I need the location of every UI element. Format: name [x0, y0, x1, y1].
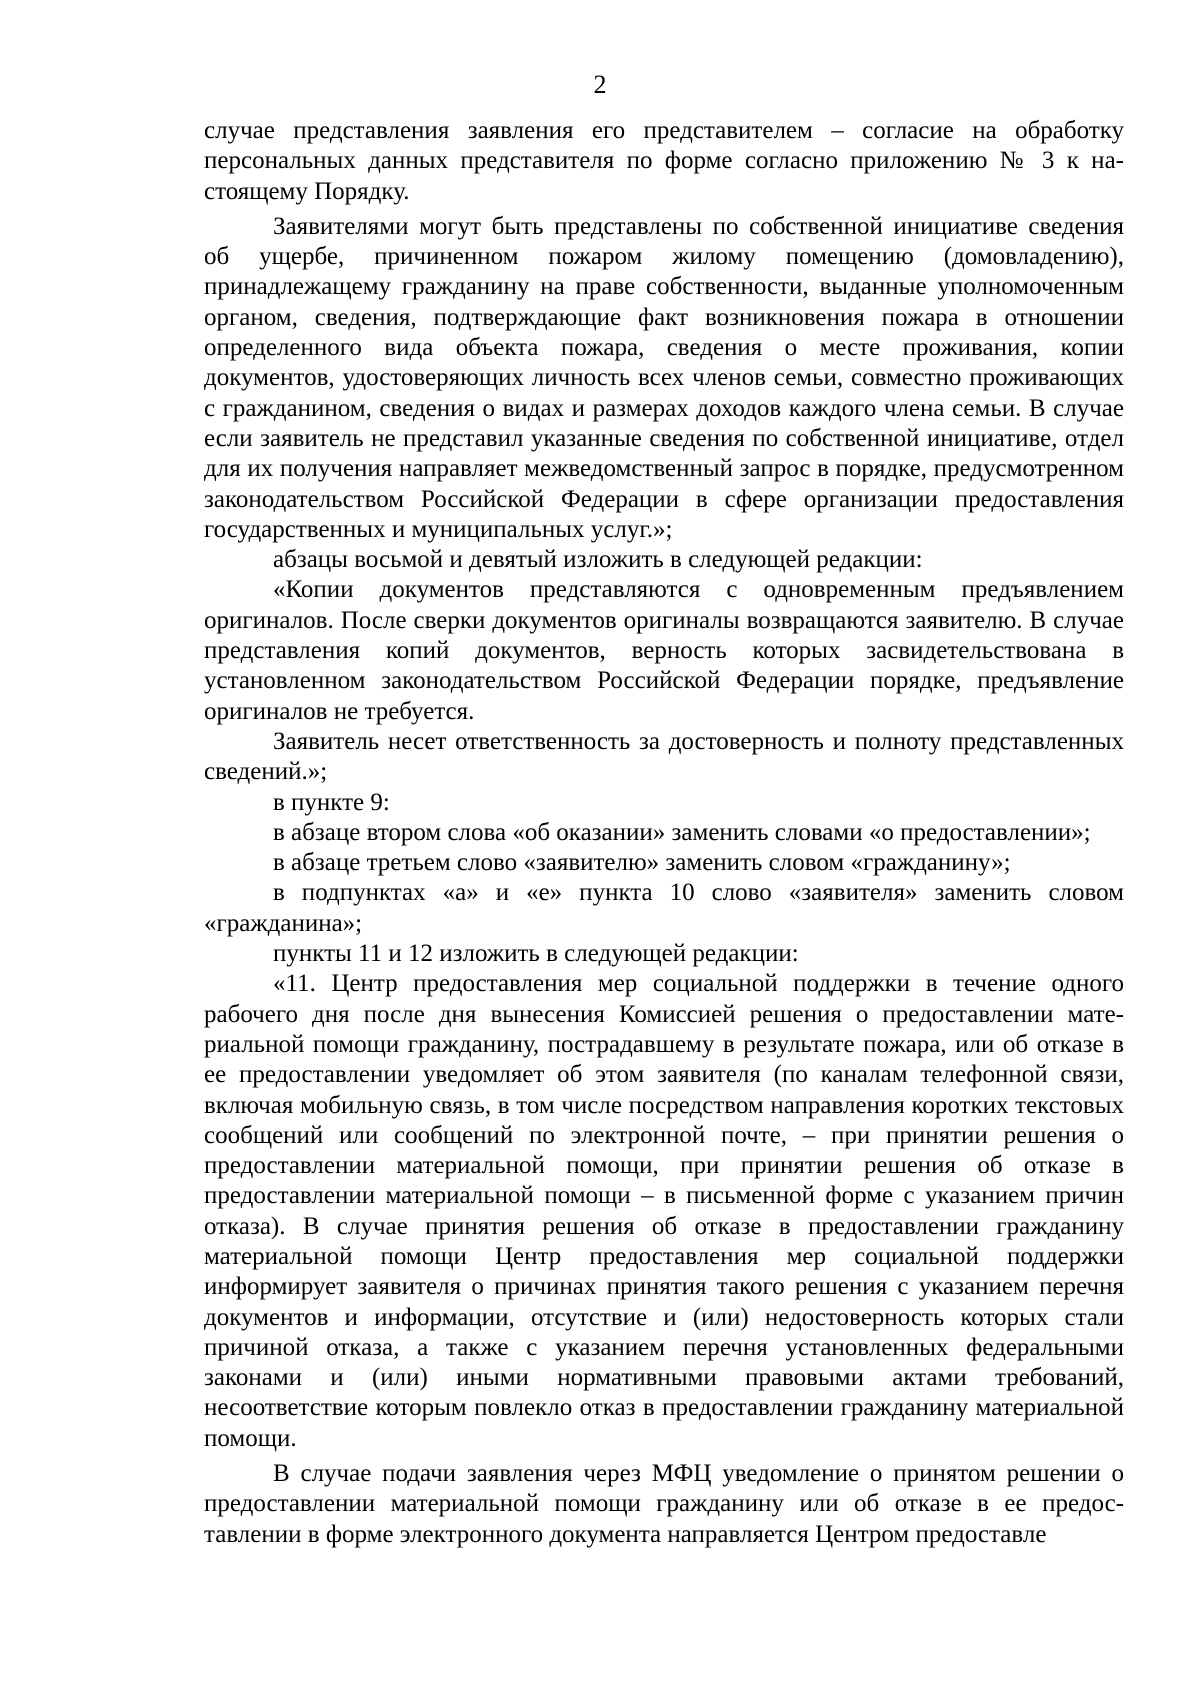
paragraph: в пункте 9: [273, 788, 390, 816]
paragraph: в абзаце втором слова «об оказании» заменить словами «о предоставлении»; [273, 818, 1091, 846]
paragraph: В случае подачи заявления через МФЦ уведомление о принятом решении о предоставлении материальной помощи гражданину или об отказе в ее предоставлении в форме электронного документа направляется Центром предоставле [204, 1460, 1124, 1548]
paragraph: случае представления заявления его представителем – согласие на обработку персональных данных представителя по форме согласно приложению № 3 к настоящему Порядку. [204, 117, 1124, 205]
paragraph: «11. Центр предоставления мер социальной поддержки в течение одного рабочего дня после дня вынесения Комиссией решения о предоставлении материальной помощи гражданину, пострадавшему в результате пожара, или об отказе в ее предоставлении уведомляет об этом заявителя (по каналам телефонной связи, включая мобильную связь, в том числе посредством направления коротких текстовых сообщений или сообщений по электронной почте, – при принятии решения о предоставлении материальной помощи, при принятии решения об отказе в предоставлении материальной помощи – в письменной форме с указанием причин отказа). В случае принятия решения об отказе в предоставлении гражданину материальной помощи Центр предоставления мер социальной поддержки информирует заявителя о причинах принятия такого решения с указанием перечня документов и информации, отсутствие и (или) недостоверность которых стали причиной отказа, а также с указанием перечня установленных федеральными законами и (или) иными нормативными правовыми актами требований, несоответствие которым повлекло отказ в предоставлении гражданину материальной помощи. [204, 970, 1124, 1452]
paragraph: Заявителями могут быть представлены по собственной инициативе сведения об ущербе, причиненном пожаром жилому помещению (домовладению), принадлежащему гражданину на праве собственности, выданные уполномоченным органом, сведения, подтверждающие факт возникновения пожара в отношении определенного вида объекта пожара, сведения о месте проживания, копии документов, удостоверяющих личность всех членов семьи, совместно проживающих с гражданином, сведения о видах и размерах доходов каждого члена семьи. В случае если заявитель не представил указанные сведения по собственной инициативе, отдел для их получения направляет межведомственный запрос в порядке, предусмотренном законодательством Российской Федерации в сфере организации предоставления государственных и муниципальных услуг.»; [204, 212, 1124, 543]
document-body [204, 116, 1124, 1550]
paragraph: в абзаце третьем слово «заявителю» заменить словом «гражданину»; [273, 849, 1011, 877]
paragraph: Заявитель несет ответственность за достоверность и полноту представленных сведений.»; [204, 727, 1124, 786]
paragraph: «Копии документов представляются с одновременным предъявлением оригиналов. После сверки документов оригиналы возвращаются заявителю. В случае представления копий документов, верность которых засвидетельствована в установленном законодательством Российской Федерации порядке, предъявление оригиналов не требуется. [204, 576, 1124, 725]
page-number: 2 [593, 70, 607, 99]
paragraph: пункты 11 и 12 изложить в следующей редакции: [273, 940, 799, 968]
paragraph: абзацы восьмой и девятый изложить в следующей редакции: [273, 546, 923, 574]
paragraph: в подпунктах «а» и «е» пункта 10 слово «заявителя» заменить словом «гражданина»; [204, 879, 1124, 937]
